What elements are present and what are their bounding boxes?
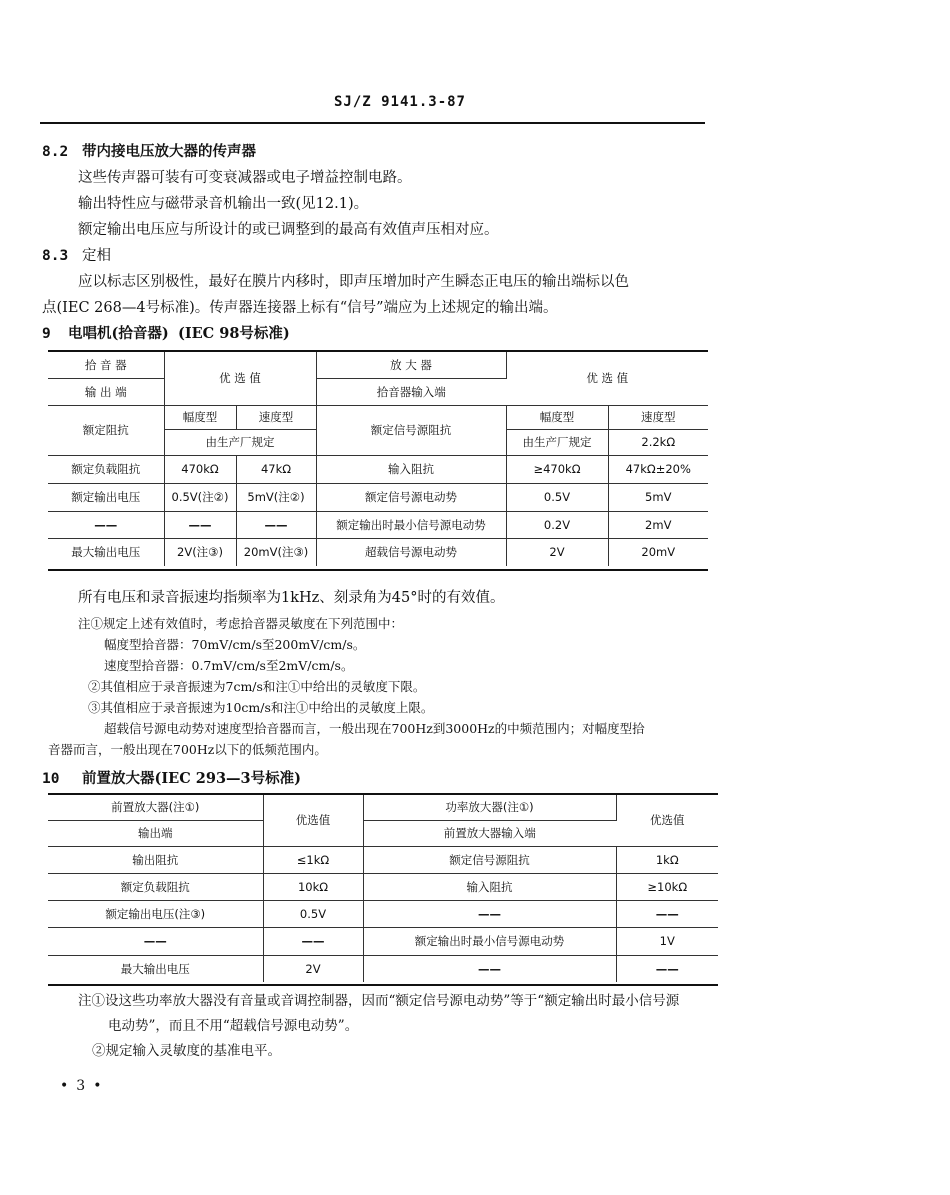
sec9-note-5: ③其值相应于录音振速为10cm/s和注①中给出的灵敏度上限。 <box>88 700 434 715</box>
sec9-note-main: 所有电压和录音振速均指频率为1kHz、刻录角为45°时的有效值。 <box>78 590 505 606</box>
t10-r1-amp-label: 额定信号源阻抗 <box>363 846 616 873</box>
table9-bottom-rule <box>48 569 708 571</box>
t9-h-pref: 优 选 值 <box>164 352 316 405</box>
sec83-line-1: 应以标志区别极性，最好在膜片内移时，即声压增加时产生瞬态正电压的输出端标以色 <box>78 274 629 290</box>
header-rule <box>40 122 705 124</box>
sec10-number: 10 <box>42 771 60 787</box>
sec82-line-2: 输出特性应与磁带录音机输出一致(见12.1)。 <box>78 196 369 212</box>
t10-r5-dash-2: —— <box>655 961 679 976</box>
doc-header: SJ/Z 9141.3-87 <box>333 94 466 110</box>
sec9-note-6: 超载信号源电动势对速度型拾音器而言，一般出现在700Hz到3000Hz的中频范围内；对幅度型拾 <box>104 721 645 736</box>
sec9-title: 电唱机(拾音器) <box>68 325 169 342</box>
t9-r2-label: 额定负载阻抗 <box>48 455 164 483</box>
t9-amplitude-type: 幅度型 <box>164 405 236 429</box>
t10-h-output: 输出端 <box>48 820 263 846</box>
t9-r1-vel-val: 2.2kΩ <box>608 429 708 455</box>
t9-r5-amp-label: 超载信号源电动势 <box>316 538 506 566</box>
sec9-note-2: 幅度型拾音器：70mV/cm/s至200mV/cm/s。 <box>104 637 366 652</box>
sec9-heading <box>42 325 290 343</box>
table10 <box>48 795 718 982</box>
table9 <box>48 352 708 566</box>
t9-h-pref2: 优 选 值 <box>506 352 708 405</box>
t10-h-power: 功率放大器(注①) <box>363 795 616 820</box>
t10-r4-dash-2: —— <box>263 927 363 955</box>
sec9-number: 9 <box>42 326 51 342</box>
t10-r5-val: 2V <box>263 955 363 982</box>
t9-r3-amp-val: 0.5V(注②) <box>164 483 236 511</box>
t9-r5-vel-val: 20mV(注③) <box>236 538 316 566</box>
sec83-line-2: 点(IEC 268—4号标准)。传声器连接器上标有“信号”端应为上述规定的输出端。 <box>42 300 558 316</box>
t10-r5-dash-1: —— <box>363 955 616 982</box>
t10-h-preamp: 前置放大器(注①) <box>48 795 263 820</box>
sec10-title: 前置放大器 <box>82 770 155 787</box>
t9-amplitude-type2: 幅度型 <box>506 405 608 429</box>
t10-r4-amp-label: 额定输出时最小信号源电动势 <box>363 927 616 955</box>
sec10-note-1: 注①设这些功率放大器没有音量或音调控制器，因而“额定信号源电动势”等于“额定输出时最小信号源 <box>78 993 680 1009</box>
t9-h-amp: 放 大 器 <box>316 352 506 378</box>
t9-r2-amp-label: 输入阻抗 <box>316 455 506 483</box>
t10-h-pre-input: 前置放大器输入端 <box>363 820 616 846</box>
t9-h-amp-input: 拾音器输入端 <box>316 378 506 405</box>
sec82-title: 带内接电压放大器的传声器 <box>82 143 256 160</box>
t9-r1-label: 额定阻抗 <box>48 405 164 455</box>
t10-r3-label: 额定输出电压(注③) <box>48 900 263 927</box>
t9-r4-amp-label: 额定输出时最小信号源电动势 <box>316 511 506 538</box>
t9-velocity-type2: 速度型 <box>608 405 708 429</box>
t9-r5-amp-val: 2V(注③) <box>164 538 236 566</box>
t9-r3-vel-val: 5mV(注②) <box>236 483 316 511</box>
page-number: 3 <box>76 1078 94 1094</box>
t10-h-pref: 优选值 <box>263 795 363 846</box>
sec10-note-3: ②规定输入灵敏度的基准电平。 <box>92 1043 281 1059</box>
sec9-note-3: 速度型拾音器：0.7mV/cm/s至2mV/cm/s。 <box>104 658 354 673</box>
t9-r2-vel-val: 47kΩ <box>236 455 316 483</box>
t10-r3-dash-2: —— <box>616 900 718 927</box>
t9-r1-amp-label: 额定信号源阻抗 <box>316 405 506 455</box>
page-footer: •3• <box>60 1078 110 1094</box>
t10-r4-pref: 1V <box>616 927 718 955</box>
sec10-std: (IEC 293—3号标准) <box>154 770 302 787</box>
sec9-note-1: 注①规定上述有效值时，考虑拾音器灵敏度在下列范围中： <box>78 616 404 631</box>
sec83-title: 定相 <box>82 248 111 264</box>
t9-r4-pref1: 0.2V <box>506 511 608 538</box>
t10-r4-dash-1: —— <box>48 927 263 955</box>
t10-r1-pref: 1kΩ <box>616 846 718 873</box>
t10-r1-label: 输出阻抗 <box>48 846 263 873</box>
t9-velocity-type: 速度型 <box>236 405 316 429</box>
sec9-std: (IEC 98号标准) <box>177 325 290 342</box>
sec9-note-7: 音器而言，一般出现在700Hz以下的低频范围内。 <box>48 742 327 757</box>
sec82-number: 8.2 <box>42 144 69 160</box>
t9-by-mfr2: 由生产厂规定 <box>506 429 608 455</box>
sec82-line-3: 额定输出电压应与所设计的或已调整到的最高有效值声压相对应。 <box>78 222 499 238</box>
table10-bottom-rule <box>48 984 718 986</box>
t10-h-pref2: 优选值 <box>616 795 718 846</box>
sec10-note-2: 电动势”，而且不用“超载信号源电动势”。 <box>108 1018 359 1034</box>
t9-r4-pref2: 2mV <box>608 511 708 538</box>
t9-r2-amp-val: 470kΩ <box>164 455 236 483</box>
t9-h-output: 输 出 端 <box>48 378 164 405</box>
t10-r2-label: 额定负载阻抗 <box>48 873 263 900</box>
t9-r5-pref1: 2V <box>506 538 608 566</box>
t9-r3-amp-label: 额定信号源电动势 <box>316 483 506 511</box>
sec82-heading <box>42 143 256 161</box>
sec83-heading <box>42 248 111 265</box>
t9-r5-pref2: 20mV <box>641 545 676 560</box>
t10-r5-label: 最大输出电压 <box>48 955 263 982</box>
t9-r2-pref1: ≥470kΩ <box>506 455 608 483</box>
sec9-note-4: ②其值相应于录音振速为7cm/s和注①中给出的灵敏度下限。 <box>88 679 426 694</box>
t9-r2-pref2: 47kΩ±20% <box>608 455 708 483</box>
t9-r3-pref2: 5mV <box>608 483 708 511</box>
t9-r3-pref1: 0.5V <box>506 483 608 511</box>
t9-h-pickup: 拾 音 器 <box>48 352 164 378</box>
sec10-heading <box>42 770 301 788</box>
t9-r5-label: 最大输出电压 <box>48 538 164 566</box>
t9-r4-dash-3: —— <box>236 511 316 538</box>
t9-by-mfr: 由生产厂规定 <box>164 429 316 455</box>
sec83-number: 8.3 <box>42 248 69 264</box>
t10-r1-val: ≤1kΩ <box>263 846 363 873</box>
sec82-line-1: 这些传声器可装有可变衰减器或电子增益控制电路。 <box>78 170 412 186</box>
t10-r3-val: 0.5V <box>263 900 363 927</box>
t10-r3-dash-1: —— <box>363 900 616 927</box>
t10-r2-amp-label: 输入阻抗 <box>363 873 616 900</box>
t9-r4-dash-2: —— <box>164 511 236 538</box>
t10-r2-val: 10kΩ <box>263 873 363 900</box>
t10-r2-pref: ≥10kΩ <box>616 873 718 900</box>
t9-r4-dash-1: —— <box>48 511 164 538</box>
t9-r3-label: 额定输出电压 <box>48 483 164 511</box>
